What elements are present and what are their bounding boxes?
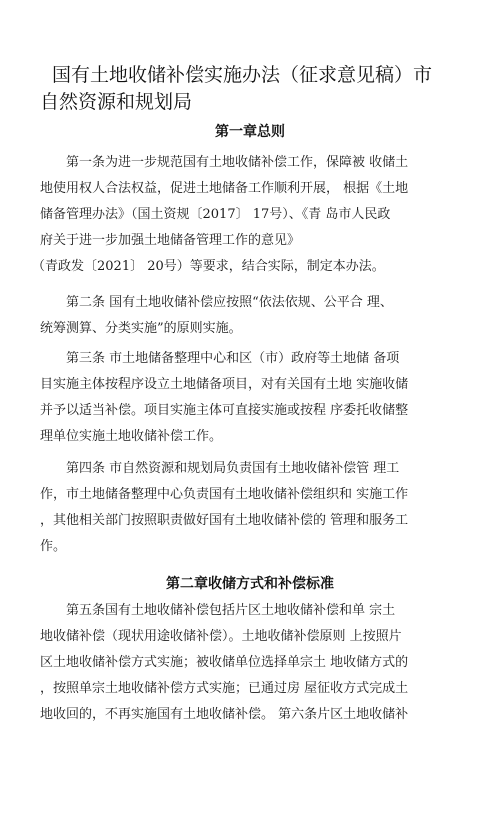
chapter-heading-1: 第一章总则 bbox=[215, 124, 285, 140]
text-line: 目实施主体按程序设立土地储备项目，对有关国有土地 实施收储 bbox=[40, 377, 409, 392]
chapter-heading-2: 第二章收储方式和补偿标准 bbox=[166, 576, 334, 592]
title-line-1: 国有土地收储补偿实施办法（征求意见稿）市 bbox=[52, 64, 433, 86]
text-line: 统筹测算、分类实施”的原则实施。 bbox=[40, 321, 242, 336]
article-3-paragraph bbox=[40, 346, 408, 450]
text-line: 储备管理办法》（国土资规〔2017〕 17号）、《青 岛市人民政 bbox=[40, 207, 391, 222]
text-line: 第一条为进一步规范国有土地收储补偿工作，保障被 收储土 bbox=[66, 155, 409, 170]
text-line: 地收回的，不再实施国有土地收储补偿。 第六条片区土地收储补 bbox=[40, 707, 409, 722]
text-line: ，其他相关部门按照职责做好国有土地收储补偿的 管理和服务工 bbox=[40, 513, 409, 528]
text-line: 府关于进一步加强土地储备管理工作的意见》 bbox=[40, 233, 301, 248]
text-line: 地使用权人合法权益，促进土地储备工作顺利开展， 根据《土地 bbox=[40, 181, 409, 196]
text-line: 并予以适当补偿。项目实施主体可直接实施或按程 序委托收储整 bbox=[40, 403, 409, 418]
text-line: 作，市土地储备整理中心负责国有土地收储补偿组织和 实施工作 bbox=[40, 487, 409, 502]
text-line: （青政发〔2021〕 20号）等要求，结合实际，制定本办法。 bbox=[32, 259, 385, 274]
text-line: 第三条 市土地储备整理中心和区（市）政府等土地储 备项 bbox=[66, 351, 400, 366]
text-line: 理单位实施土地收储补偿工作。 bbox=[40, 429, 223, 444]
text-line: 第四条 市自然资源和规划局负责国有土地收储补偿管 理工 bbox=[66, 461, 400, 476]
text-line: ，按照单宗土地收储补偿方式实施；已通过房 屋征收方式完成土 bbox=[40, 681, 409, 696]
title-line-2: 自然资源和规划局 bbox=[40, 91, 193, 113]
text-line: 区土地收储补偿方式实施；被收储单位选择单宗土 地收储方式的 bbox=[40, 655, 409, 670]
document-title bbox=[40, 62, 470, 116]
article-5-paragraph bbox=[40, 598, 408, 728]
article-4-paragraph bbox=[40, 456, 408, 560]
article-1-paragraph bbox=[32, 150, 409, 280]
text-line: 第二条 国有土地收储补偿应按照“依法依规、公平合 理、 bbox=[66, 295, 393, 310]
text-line: 作。 bbox=[40, 539, 67, 554]
text-line: 第五条国有土地收储补偿包括片区土地收储补偿和单 宗土 bbox=[66, 603, 396, 618]
text-line: 地收储补偿（现状用途收储补偿）。土地收储补偿原则 上按照片 bbox=[40, 629, 402, 644]
article-2-paragraph bbox=[40, 290, 393, 342]
